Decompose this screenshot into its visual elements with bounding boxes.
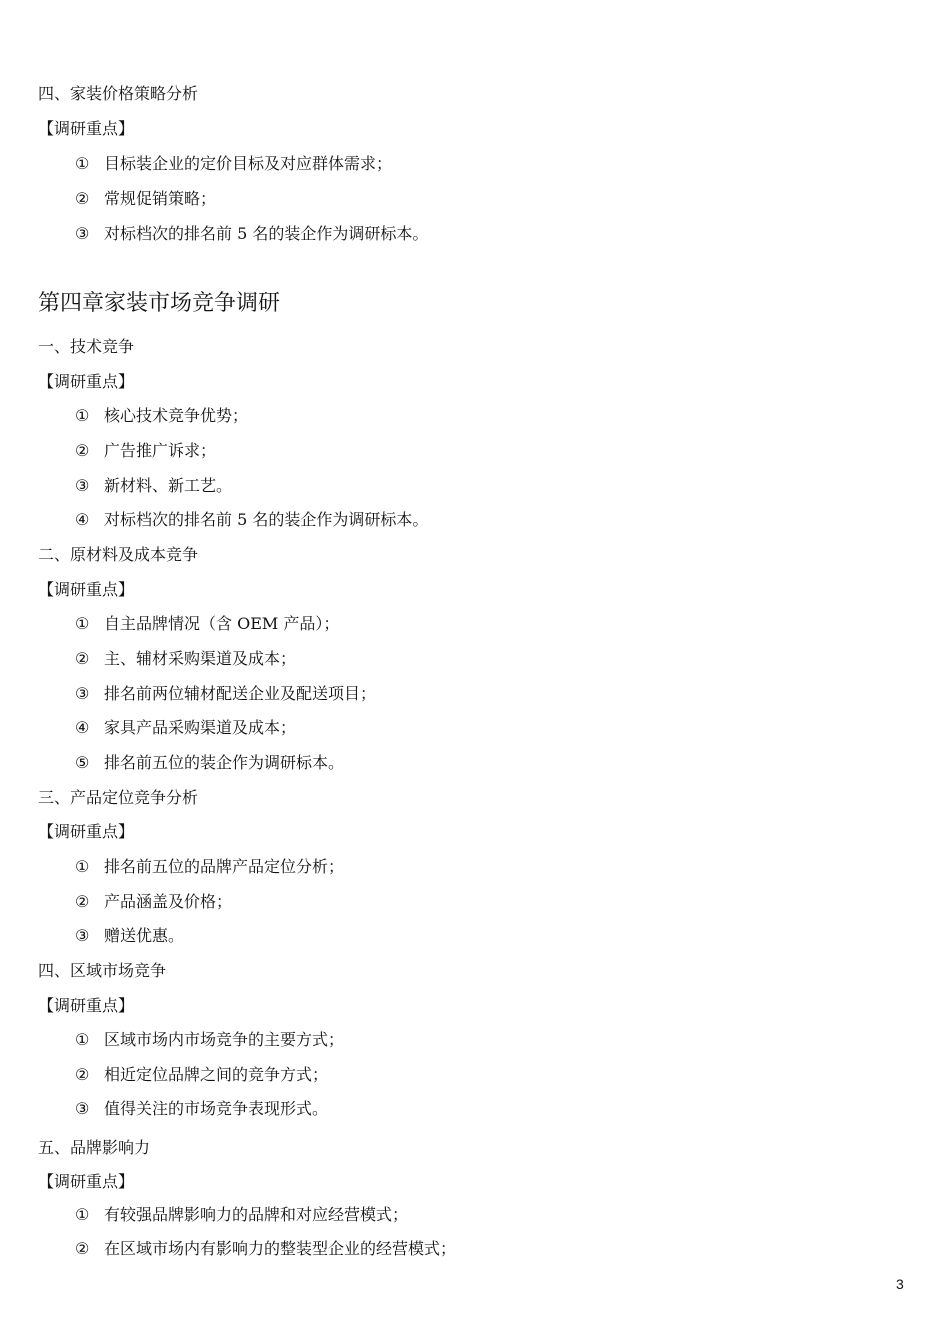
section-heading: 一、技术竞争 <box>38 337 135 356</box>
list-marker: ① <box>75 406 90 425</box>
list-item <box>75 753 344 773</box>
list-item <box>75 441 216 461</box>
list-item <box>75 684 376 704</box>
focus-label: 【调研重点】 <box>38 119 135 138</box>
list-marker: ② <box>75 892 90 911</box>
focus-label: 【调研重点】 <box>38 580 135 599</box>
list-marker: ① <box>75 857 90 876</box>
list-item <box>75 406 248 426</box>
list-item <box>75 1099 328 1119</box>
list-item <box>75 718 296 738</box>
list-item-text: 排名前五位的装企作为调研标本。 <box>104 753 345 772</box>
list-item <box>75 614 339 634</box>
list-item-text: 排名前五位的品牌产品定位分析； <box>104 857 345 876</box>
list-item <box>75 1239 456 1259</box>
list-marker: ⑤ <box>75 753 90 772</box>
focus-label: 【调研重点】 <box>38 372 135 391</box>
list-item-text: 新材料、新工艺。 <box>104 476 233 495</box>
focus-label: 【调研重点】 <box>38 996 135 1015</box>
list-item-text: 广告推广诉求； <box>104 441 217 460</box>
list-item-text: 对标档次的排名前 5 名的装企作为调研标本。 <box>104 510 429 529</box>
page-number: 3 <box>896 1276 904 1292</box>
chapter-title: 第四章家装市场竞争调研 <box>38 291 281 316</box>
list-marker: ③ <box>75 1099 90 1118</box>
list-item <box>75 189 216 209</box>
list-marker: ① <box>75 154 90 173</box>
list-item-text: 目标装企业的定价目标及对应群体需求； <box>104 154 393 173</box>
list-item <box>75 892 232 912</box>
section-heading: 五、品牌影响力 <box>38 1138 151 1157</box>
list-item <box>75 224 428 244</box>
list-marker: ③ <box>75 224 90 243</box>
list-item <box>75 476 232 496</box>
section-heading: 三、产品定位竞争分析 <box>38 788 199 807</box>
list-marker: ② <box>75 1239 90 1258</box>
section-heading: 四、家装价格策略分析 <box>38 84 199 103</box>
list-marker: ② <box>75 649 90 668</box>
focus-label: 【调研重点】 <box>38 1172 135 1191</box>
list-item <box>75 1205 408 1225</box>
list-item-text: 产品涵盖及价格； <box>104 892 233 911</box>
list-item-text: 自主品牌情况（含 OEM 产品）； <box>104 614 340 633</box>
list-marker: ② <box>75 1065 90 1084</box>
list-marker: ③ <box>75 684 90 703</box>
list-marker: ④ <box>75 510 90 529</box>
list-item <box>75 510 428 530</box>
list-marker: ② <box>75 189 90 208</box>
list-item-text: 有较强品牌影响力的品牌和对应经营模式； <box>104 1205 409 1224</box>
list-marker: ① <box>75 614 90 633</box>
list-item <box>75 857 344 877</box>
list-item-text: 区域市场内市场竞争的主要方式； <box>104 1030 345 1049</box>
list-item <box>75 1065 328 1085</box>
focus-label: 【调研重点】 <box>38 822 135 841</box>
list-item-text: 值得关注的市场竞争表现形式。 <box>104 1099 329 1118</box>
list-marker: ② <box>75 441 90 460</box>
list-item-text: 相近定位品牌之间的竞争方式； <box>104 1065 329 1084</box>
list-item-text: 对标档次的排名前 5 名的装企作为调研标本。 <box>104 224 429 243</box>
list-item <box>75 926 184 946</box>
list-marker: ④ <box>75 718 90 737</box>
list-item-text: 常规促销策略； <box>104 189 217 208</box>
list-item-text: 排名前两位辅材配送企业及配送项目； <box>104 684 377 703</box>
list-item-text: 核心技术竞争优势； <box>104 406 249 425</box>
list-marker: ① <box>75 1030 90 1049</box>
list-item <box>75 154 392 174</box>
list-item-text: 在区域市场内有影响力的整装型企业的经营模式； <box>104 1239 457 1258</box>
list-marker: ③ <box>75 476 90 495</box>
list-marker: ① <box>75 1205 90 1224</box>
section-heading: 二、原材料及成本竞争 <box>38 545 199 564</box>
list-item <box>75 1030 344 1050</box>
list-marker: ③ <box>75 926 90 945</box>
list-item-text: 赠送优惠。 <box>104 926 185 945</box>
list-item <box>75 649 296 669</box>
list-item-text: 家具产品采购渠道及成本； <box>104 718 297 737</box>
list-item-text: 主、辅材采购渠道及成本； <box>104 649 297 668</box>
section-heading: 四、区域市场竞争 <box>38 961 167 980</box>
